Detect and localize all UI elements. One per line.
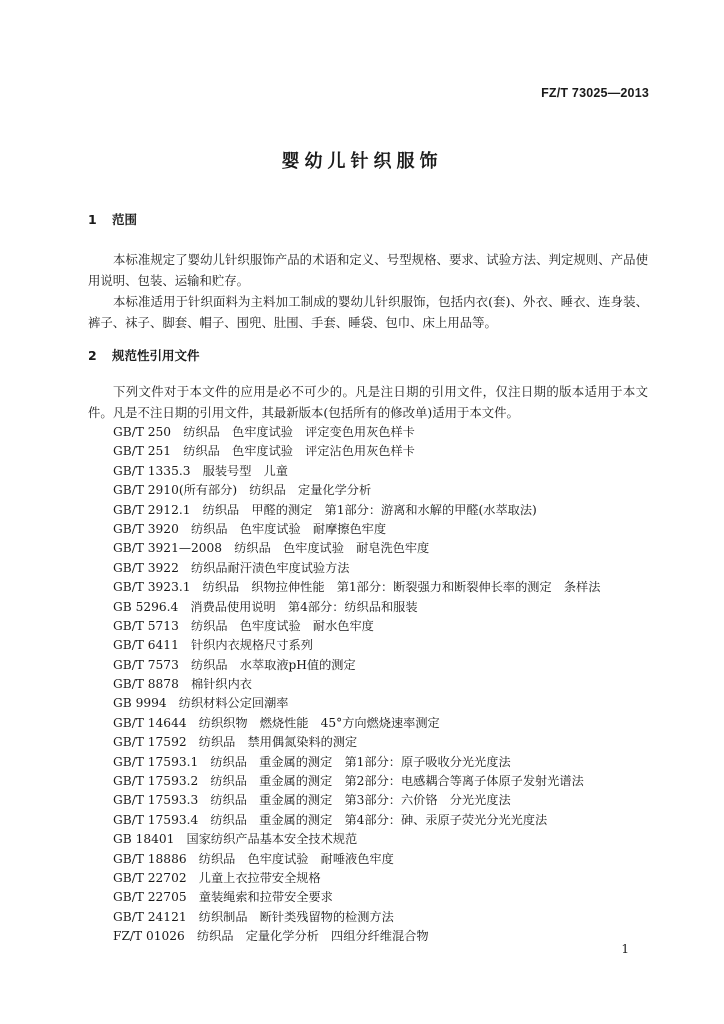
document-title: 婴幼儿针织服饰 [281,151,443,172]
reference-item: GB 9994 纺织材料公定回潮率 [113,696,289,711]
section-heading-scope [88,210,137,228]
reference-item: GB/T 2912.1 纺织品 甲醛的测定 第1部分：游离和水解的甲醛(水萃取法) [113,502,537,517]
reference-item: GB/T 251 纺织品 色牢度试验 评定沾色用灰色样卡 [113,444,415,459]
reference-item: GB/T 22702 儿童上衣拉带安全规格 [113,870,321,885]
section-heading-references [88,346,200,364]
reference-item: GB/T 3922 纺织品耐汗渍色牢度试验方法 [113,560,350,575]
reference-item: GB/T 8878 棉针织内衣 [113,677,252,692]
reference-item: GB/T 1335.3 服装号型 儿童 [113,463,288,478]
scope-paragraph-1: 本标准规定了婴幼儿针织服饰产品的术语和定义、号型规格、要求、试验方法、判定规则、产品使用说明、包装、运输和贮存。 [88,252,648,288]
reference-item: GB 5296.4 消费品使用说明 第4部分：纺织品和服装 [113,599,418,614]
reference-item: GB/T 24121 纺织制品 断针类残留物的检测方法 [113,909,394,924]
section-number: 1 [88,212,97,227]
reference-item: GB/T 17593.3 纺织品 重金属的测定 第3部分：六价铬 分光光度法 [113,793,511,808]
reference-item: GB/T 17593.2 纺织品 重金属的测定 第2部分：电感耦合等离子体原子发射光谱法 [113,774,584,789]
reference-item: GB/T 3921—2008 纺织品 色牢度试验 耐皂洗色牢度 [113,541,430,556]
reference-item: GB/T 2910(所有部分) 纺织品 定量化学分析 [113,483,372,498]
reference-item: GB/T 17593.1 纺织品 重金属的测定 第1部分：原子吸收分光光度法 [113,754,511,769]
reference-item: GB 18401 国家纺织产品基本安全技术规范 [113,832,358,847]
references-intro-paragraph: 下列文件对于本文件的应用是必不可少的。凡是注日期的引用文件，仅注日期的版本适用于本文件。凡是不注日期的引用文件，其最新版本(包括所有的修改单)适用于本文件。 [88,384,648,420]
reference-item: GB/T 5713 纺织品 色牢度试验 耐水色牢度 [113,618,374,633]
reference-item: GB/T 17592 纺织品 禁用偶氮染料的测定 [113,735,358,750]
reference-item: GB/T 250 纺织品 色牢度试验 评定变色用灰色样卡 [113,425,415,439]
reference-item: GB/T 3923.1 纺织品 织物拉伸性能 第1部分：断裂强力和断裂伸长率的测定 条样法 [113,580,601,595]
reference-item: GB/T 18886 纺织品 色牢度试验 耐唾液色牢度 [113,851,394,866]
reference-item: GB/T 17593.4 纺织品 重金属的测定 第4部分：砷、汞原子荧光分光光度法 [113,812,548,827]
page-number: 1 [621,942,629,956]
reference-item: GB/T 6411 针织内衣规格尺寸系列 [113,638,313,653]
reference-item: GB/T 7573 纺织品 水萃取液pH值的测定 [113,657,356,672]
scope-paragraph-2: 本标准适用于针织面料为主料加工制成的婴幼儿针织服饰，包括内衣(套)、外衣、睡衣、连身装、裤子、袜子、脚套、帽子、围兜、肚围、手套、睡袋、包巾、床上用品等。 [88,294,648,330]
reference-item: FZ/T 01026 纺织品 定量化学分析 四组分纤维混合物 [113,929,429,944]
reference-item: GB/T 22705 童装绳索和拉带安全要求 [113,890,333,905]
section-title: 范围 [112,212,138,227]
reference-list [113,423,600,947]
reference-item: GB/T 3920 纺织品 色牢度试验 耐摩擦色牢度 [113,521,387,536]
standard-number: FZ/T 73025—2013 [541,86,649,100]
section-title: 规范性引用文件 [112,348,200,363]
reference-item: GB/T 14644 纺织织物 燃烧性能 45°方向燃烧速率测定 [113,715,440,730]
section-number: 2 [88,348,97,363]
